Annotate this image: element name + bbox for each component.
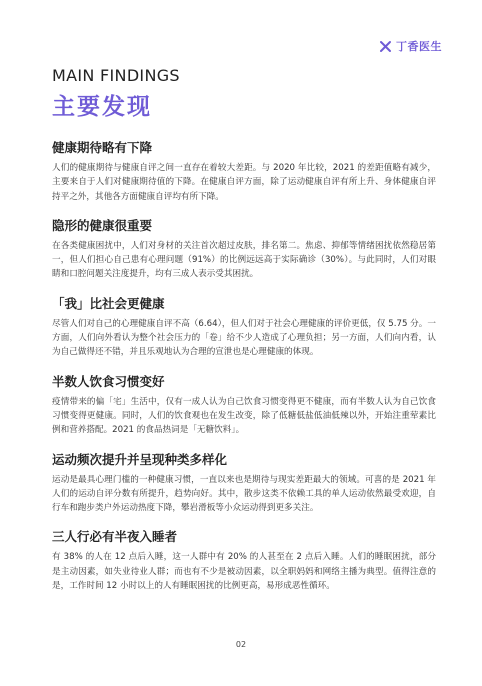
page-number: 02 xyxy=(235,640,247,649)
page-title-cn: 主要发现 xyxy=(52,94,152,120)
page-title-en: MAIN FINDINGS xyxy=(52,66,180,85)
finding-title: 隐形的健康很重要 xyxy=(52,217,153,233)
finding-sleep xyxy=(52,529,436,593)
finding-body: 尽管人们对自己的心理健康自评不高（6.64），但人们对于社会心理健康的评价更低，仅 5.75 分。一方面，人们向外看认为整个社会压力的「卷」给不少人造成了心理负担；另一方面，人们向内看，认为自己做得还不错，并且乐观地认为合理的宣泄也是心理健康的体现。 xyxy=(52,318,436,358)
finding-body: 在各类健康困扰中，人们对身材的关注首次超过皮肤，排名第二。焦虑、抑郁等情绪困扰依然稳居第一，但人们担心自己患有心理问题（91%）的比例远远高于实际确诊（30%）。与此同时，人们对眼睛和口腔问题关注度提升，均有三成人表示受其困扰。 xyxy=(52,240,436,280)
brand-name: 丁香医生 xyxy=(396,40,442,53)
finding-body: 人们的健康期待与健康自评之间一直存在着较大差距。与 2020 年比较，2021 的差距值略有减少，主要来自于人们对健康期待值的下降。在健康自评方面，除了运动健康自评有所上升、身体健康自评持平之外，其他各方面健康自评均有所下降。 xyxy=(52,163,436,202)
finding-body: 疫情带来的偏「宅」生活中，仅有一成人认为自己饮食习惯变得更不健康，而有半数人认为自己饮食习惯变得更健康。同时，人们的饮食观也在发生改变，除了低糖低盐低油低辣以外，开始注重荤素比例和营养搭配。2021 的食品热词是「无糖饮料」。 xyxy=(52,396,436,436)
dxy-logo-icon xyxy=(379,40,392,53)
finding-body: 运动是最具心理门槛的一种健康习惯，一直以来也是期待与现实差距最大的领域。可喜的是 2021 年人们的运动自评分数有所提升，趋势向好。其中，散步这类不依赖工具的单人运动依然最受欢迎，自行车和跑步类户外运动热度下降，攀岩滑板等小众运动得到更多关注。 xyxy=(52,474,436,514)
findings-list xyxy=(52,140,436,607)
finding-health-expectation xyxy=(52,140,436,204)
finding-title: 「我」比社会更健康 xyxy=(52,295,165,311)
finding-invisible-health xyxy=(52,218,436,282)
finding-title: 半数人饮食习惯变好 xyxy=(52,373,165,389)
finding-exercise xyxy=(52,452,436,516)
finding-title: 三人行必有半夜入睡者 xyxy=(52,529,178,545)
finding-body: 有 38% 的人在 12 点后入睡，这一人群中有 20% 的人甚至在 2 点后入睡。人们的睡眠困扰，部分是主动因素，如失业待业人群；而也有不少是被动因素，以全职妈妈和网络主播为典型。值得注意的是，工作时间 12 小时以上的人有睡眠困扰的比例更高，易形成恶性循环。 xyxy=(52,552,436,592)
finding-title: 运动频次提升并呈现种类多样化 xyxy=(52,451,228,467)
finding-self-vs-society xyxy=(52,296,436,360)
finding-diet-habits xyxy=(52,374,436,438)
finding-title: 健康期待略有下降 xyxy=(52,140,153,155)
brand-logo xyxy=(379,38,442,54)
